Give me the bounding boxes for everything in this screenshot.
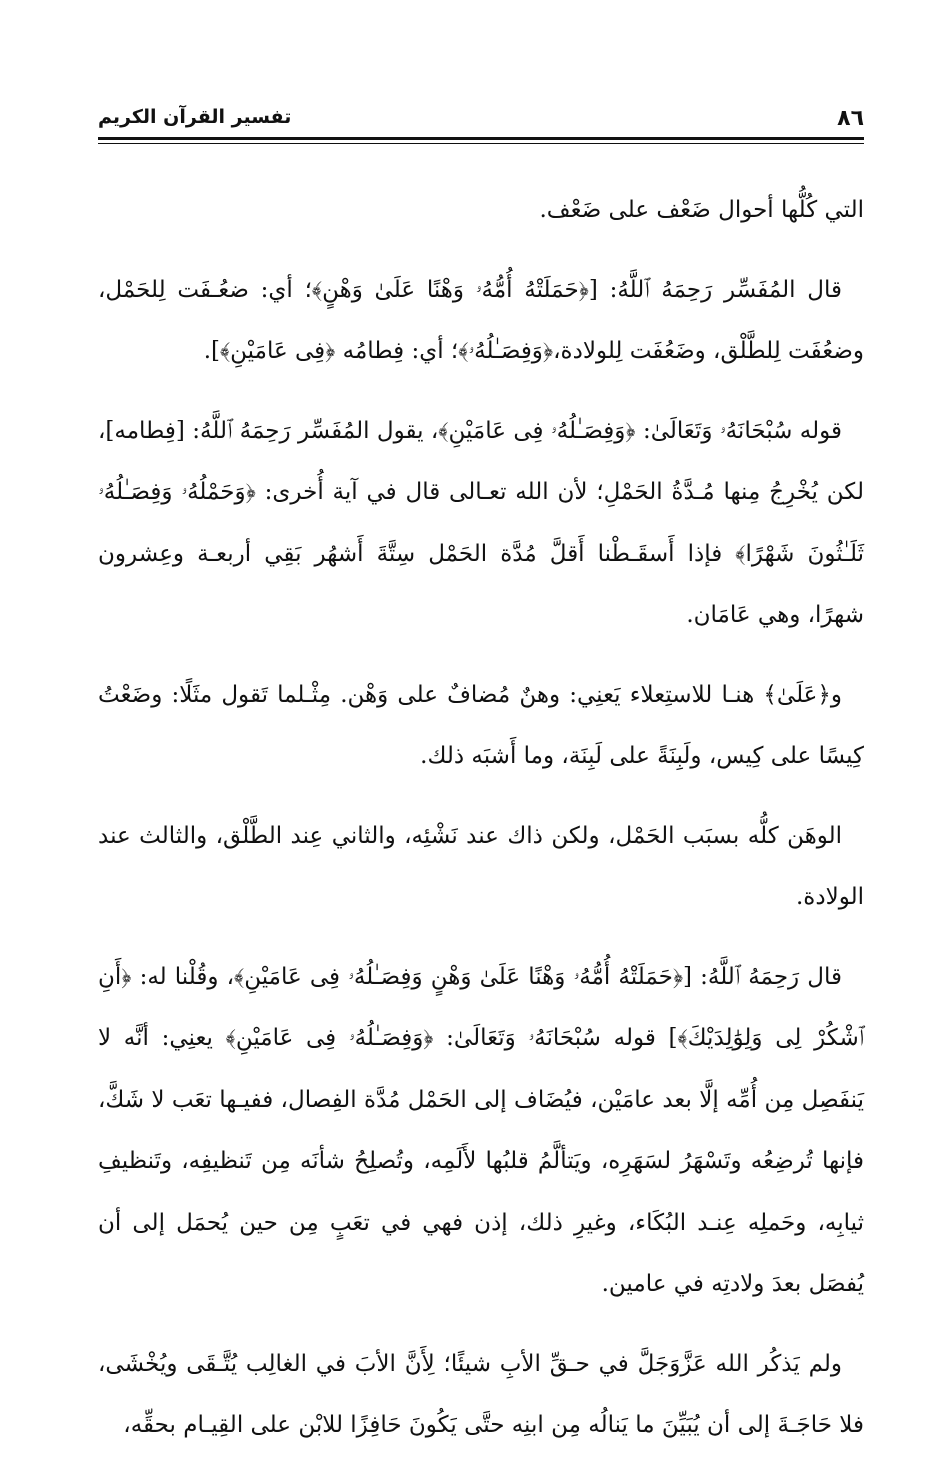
paragraph: الوهَن كلُّه بسبَب الحَمْل، ولكن ذاك عند نَشْئِه، والثاني عِند الطَّلْق، والثالث عند الولادة. [98, 822, 864, 910]
body-text [98, 180, 864, 1475]
header-rule-thin [98, 143, 864, 144]
running-title: تفسير القرآن الكريم [98, 106, 292, 128]
paragraph: و﴿عَلَىٰ﴾ هنـا للاستِعلاء يَعنِي: وهنٌ مُضافٌ على وَهْن. مِثْـلما تَقول مثَلًا: وضَعْتُ كِيسًا على كِيس، ولَبِنَةً على لَبِنَة، وما أَشبَه ذلك. [98, 681, 864, 769]
page-number: ٨٦ [837, 106, 864, 131]
paragraph: قال المُفَسِّر رَحِمَهُ ٱللَّهُ: [﴿حَمَلَتْهُ أُمُّهُۥ وَهْنًا عَلَىٰ وَهْنٍ﴾؛ أي: ضعُـفَت لِلحَمْل، وضعُفَت لِلطَّلْق، وضَعُفَت لِلولادة،﴿وَفِصَـٰلُهُۥ﴾؛ أي: فِطامُه ﴿فِى عَامَيْنِ﴾]. [98, 276, 864, 364]
header-rule-thick [98, 137, 864, 140]
paragraph: ولم يَذكُر الله عَزَّوَجَلَّ في حـقِّ الأبِ شيئًا؛ لِأَنَّ الأبَ في الغالِب يُتَّـقَى ويُخْشَى، فلا حَاجَـةَ إلى أن يُبَيِّنَ ما يَنالُه مِن ابنِه حتَّى يَكُونَ حَافِزًا للابْن على القِيـام بحقِّه، [98, 1350, 864, 1438]
paragraph: التي كُلُّها أحوال ضَعْف على ضَعْف. [539, 197, 864, 223]
paragraph: قال رَحِمَهُ ٱللَّهُ: [﴿حَمَلَتْهُ أُمُّهُۥ وَهْنًا عَلَىٰ وَهْنٍ وَفِصَـٰلُهُۥ فِى عَامَيْنِ﴾، وقُلْنا له: ﴿أَنِ ٱشْكُرْ لِى وَلِوَٰلِدَيْكَ﴾] قوله سُبْحَانَهُۥ وَتَعَالَىٰ: ﴿وَفِصَـٰلُهُۥ فِى عَامَيْنِ﴾ يعنِي: أنَّه لا يَنفَصِل مِن أُمِّه إلَّا بعد عامَيْن، فيُضَاف إلى الحَمْل مُدَّة الفِصال، ففيـها تعَب لا شَكَّ، فإنها تُرضِعُه وتَسْهَرُ لسَهَرِه، ويَتألَّمُ قلبُها لأَلَمِه، وتُصلِحُ شأنَه مِن تَنظيفِه، وتَنظيفِ ثيابِه، وحَملِه عِنـد البُكَاء، وغيرِ ذلك، إذن فهي في تعَبٍ مِن حين يُحمَل إلى أن يُفصَل بعدَ ولادتِه في عامين. [98, 963, 864, 1297]
page-header [98, 100, 864, 136]
paragraph: قوله سُبْحَانَهُۥ وَتَعَالَىٰ: ﴿وَفِصَـٰلُهُۥ فِى عَامَيْنِ﴾، يقول المُفَسِّر رَحِمَهُ ٱللَّهُ: [فِطامه]، لكن يُخْرِجُ مِنها مُـدَّةُ الحَمْلِ؛ لأن الله تعـالى قال في آية أُخرى: ﴿وَحَمْلُهُۥ وَفِصَـٰلُهُۥ ثَلَـٰثُونَ شَهْرًا﴾ فإذا أَسقَـطْنا أَقلَّ مُدَّة الحَمْل سِتَّةَ أَشهُر بَقِي أربعـة وعِشرون شهرًا، وهي عَامَان. [98, 417, 864, 628]
